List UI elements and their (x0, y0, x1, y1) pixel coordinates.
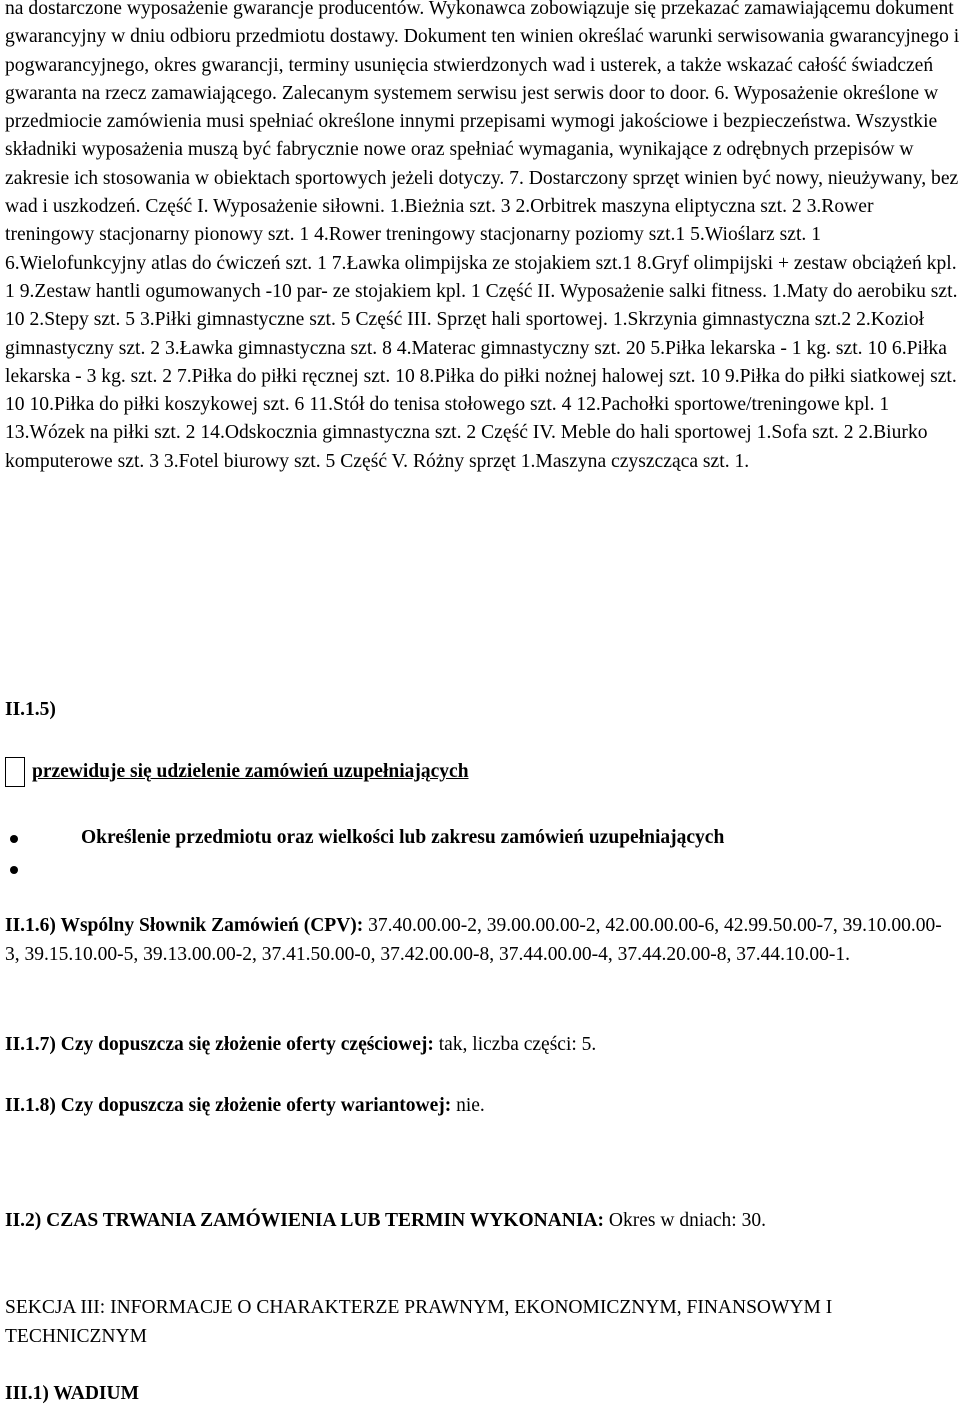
section-III-heading: SEKCJA III: INFORMACJE O CHARAKTERZE PRAWNYM, EKONOMICZNYM, FINANSOWYM I TECHNICZNYM (5, 1297, 833, 1347)
partial-offer-value: tak, liczba części: 5. (433, 1034, 597, 1055)
variant-offer-section (5, 1092, 955, 1121)
paragraph-part-2: Dokument ten winien określać warunki serwisowania gwarancyjnego i pogwarancyjnego, okres gwarancji, terminy usunięcia stwierdzonych wad i usterek, a także wskazać całość świadczeń gwaranta na rzecz zamawiającego. Zalecanym systemem serwisu jest serwis door to door. 6. Wyposażenie określone w przedmiocie zamówienia musi spełniać określone innymi przepisami wymogi jakościowe i bezpieczeństwa. (5, 26, 960, 133)
supplementary-orders-row (5, 757, 469, 787)
paragraph-part-1: na dostarczone wyposażenie gwarancje producentów. Wykonawca zobowiązuje się przekazać zamawiającemu dokument gwarancyjny w dniu odbioru przedmiotu dostawy. (5, 0, 954, 48)
duration-value: Okres w dniach: 30. (604, 1210, 766, 1231)
body-paragraph (5, 0, 960, 476)
list-item (5, 855, 945, 886)
cpv-label: II.1.6) Wspólny Słownik Zamówień (CPV): (5, 915, 364, 936)
list-item (5, 824, 945, 855)
variant-offer-label: II.1.8) Czy dopuszcza się złożenie oferty wariantowej: (5, 1095, 452, 1116)
section-III-1-heading: III.1) WADIUM (5, 1383, 139, 1404)
bullet-text: Określenie przedmiotu oraz wielkości lub zakresu zamówień uzupełniających (81, 827, 725, 848)
bullet-icon (10, 866, 18, 874)
duration-label: II.2) CZAS TRWANIA ZAMÓWIENIA LUB TERMIN WYKONANIA: (5, 1210, 605, 1231)
bullet-icon (10, 835, 18, 843)
section-heading-II-1-5: II.1.5) (5, 699, 56, 720)
supplementary-orders-checkbox[interactable] (5, 757, 25, 787)
cpv-value: 37.40.00.00-2, 39.00.00.00-2, 42.00.00.00-6, 42.99.50.00-7, 39.10.00.00-3, 39.15.10.00-5, 39.13.00.00-2, 37.41.50.00-0, 37.42.00.00-8, 37.44.00.00-4, 37.44.20.00-8, 37.44.10.00-1. (5, 915, 942, 965)
supplementary-orders-label: przewiduje się udzielenie zamówień uzupełniających (32, 761, 469, 782)
variant-offer-value: nie. (451, 1095, 485, 1116)
cpv-section (5, 912, 955, 969)
partial-offer-section (5, 1031, 955, 1060)
bullet-list (5, 824, 945, 886)
duration-section (5, 1207, 905, 1236)
paragraph-part-3: Wszystkie składniki wyposażenia muszą być fabrycznie nowe oraz spełniać wymagania, wynikające z odrębnych przepisów w zakresie ich stosowania w obiektach sportowych jeżeli dotyczy. 7. Dostarczony sprzęt winien być nowy, nieużywany, bez wad i uszkodzeń. Część I. Wyposażenie siłowni. 1.Bieżnia szt. 3 2.Orbitrek maszyna eliptyczna szt. 2 3.Rower treningowy stacjonarny pionowy szt. 1 4.Rower treningowy stacjonarny poziomy szt.1 5.Wioślarz szt. 1 6.Wielofunkcyjny atlas do ćwiczeń szt. 1 7.Ławka olimpijska ze stojakiem szt.1 8.Gryf olimpijski + zestaw obciążeń kpl. 1 9.Zestaw hantli ogumowanych -10 par- ze stojakiem kpl. 1 Część II. Wyposażenie salki fitness. 1.Maty do aerobiku szt. 10 2.Stepy szt. 5 3.Piłki gimnastyczne szt. 5 Część III. Sprzęt hali sportowej. 1.Skrzynia gimnastyczna szt.2 2.Kozioł gimnastyczny szt. 2 3.Ławka gimnastyczna szt. 8 4.Materac gimnastyczny szt. 20 5.Piłka lekarska - 1 kg. szt. 10 6.Piłka lekarska - 3 kg. szt. 2 7.Piłka do piłki ręcznej szt. 10 8.Piłka do piłki nożnej halowej szt. 10 9.Piłka do piłki siatkowej szt. 10 10.Piłka do piłki koszykowej szt. 6 11.Stół do tenisa stołowego szt. 4 12.Pachołki sportowe/treningowe kpl. 1 13.Wózek na piłki szt. 2 14.Odskocznia gimnastyczna szt. 2 Część IV. Meble do hali sportowej 1.Sofa szt. 2 2.Biurko komputerowe szt. 3 3.Fotel biurowy szt. 5 Część V. Różny sprzęt 1.Maszyna czyszcząca szt. 1. (5, 111, 959, 472)
partial-offer-label: II.1.7) Czy dopuszcza się złożenie oferty częściowej: (5, 1034, 434, 1055)
